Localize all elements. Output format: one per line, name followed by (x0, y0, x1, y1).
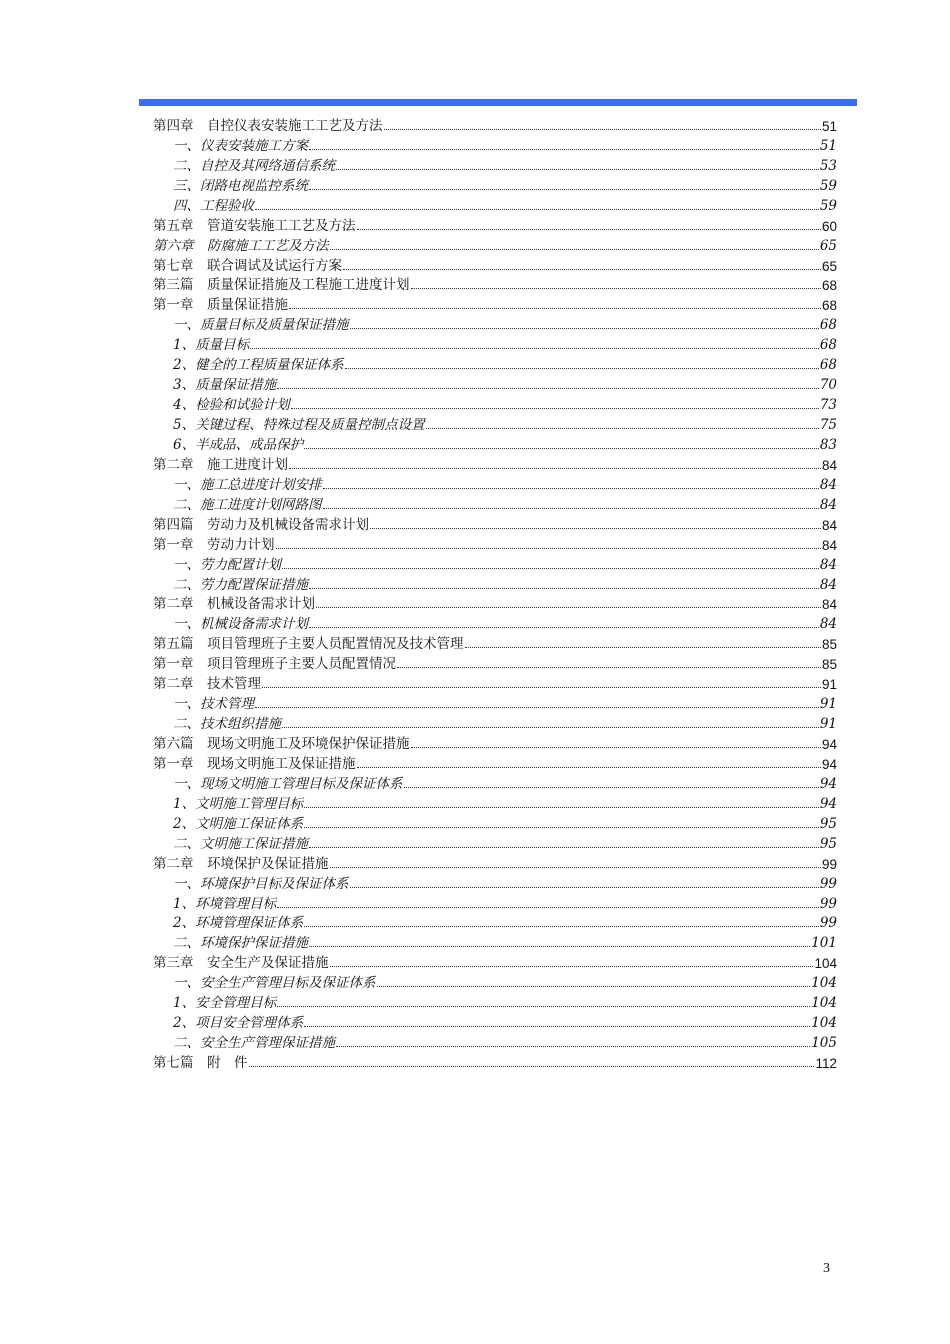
toc-entry[interactable] (153, 254, 837, 274)
toc-entry[interactable] (153, 194, 837, 214)
page-number: 3 (823, 1261, 830, 1276)
dot-leader (309, 149, 819, 150)
toc-entry-title: 二、文明施工保证措施 (173, 835, 308, 852)
dot-leader (370, 528, 821, 529)
toc-entry-page: 68 (819, 337, 837, 354)
toc-entry-title: 二、环境保护保证措施 (173, 935, 308, 952)
toc-entry-title: 一、安全生产管理目标及保证体系 (173, 975, 376, 992)
dot-leader (343, 269, 821, 270)
dot-leader (350, 328, 819, 329)
toc-entry-title: 二、劳力配置保证措施 (173, 576, 308, 593)
toc-entry[interactable] (153, 533, 837, 553)
dot-leader (377, 986, 811, 987)
toc-entry-title: 第四篇 劳动力及机械设备需求计划 (153, 516, 369, 532)
dot-leader (345, 368, 819, 369)
toc-entry-page: 84 (821, 517, 837, 533)
toc-entry-page: 75 (819, 417, 837, 433)
toc-entry-page: 99 (819, 875, 837, 892)
toc-entry-title: 3、质量保证措施 (173, 377, 277, 394)
toc-entry-title: 第四章 自控仪表安装施工工艺及方法 (153, 117, 383, 133)
dot-leader (309, 189, 819, 190)
dot-leader (250, 348, 819, 349)
toc-entry[interactable] (153, 1011, 837, 1031)
toc-entry-title: 4、检验和试验计划 (173, 397, 290, 414)
toc-entry[interactable] (153, 313, 837, 333)
dot-leader (309, 847, 819, 848)
toc-entry-page: 70 (819, 377, 837, 394)
toc-entry-title: 第二章 机械设备需求计划 (153, 596, 315, 612)
toc-entry-title: 四、工程验收 (173, 197, 254, 214)
dot-leader (262, 687, 821, 688)
toc-entry-title: 第五章 管道安装施工工艺及方法 (153, 217, 356, 233)
dot-leader (277, 907, 819, 908)
toc-entry-title: 一、仪表安装施工方案 (173, 137, 308, 154)
dot-leader (289, 308, 821, 309)
toc-entry[interactable] (153, 672, 837, 692)
toc-entry-page: 51 (819, 137, 837, 154)
toc-entry-page: 83 (819, 436, 837, 453)
toc-entry[interactable] (153, 174, 837, 194)
toc-entry-page: 101 (811, 935, 837, 952)
toc-entry-page: 99 (819, 895, 837, 912)
dot-leader (357, 767, 821, 768)
dot-leader (411, 288, 821, 289)
dot-leader (316, 607, 821, 608)
dot-leader (357, 229, 821, 230)
toc-entry-page: 65 (821, 258, 837, 274)
dot-leader (330, 966, 814, 967)
toc-entry-page: 84 (819, 576, 837, 593)
toc-entry[interactable] (153, 333, 837, 353)
toc-entry-page: 84 (819, 556, 837, 573)
toc-entry[interactable] (153, 413, 837, 433)
toc-entry-page: 104 (811, 975, 837, 992)
dot-leader (282, 568, 819, 569)
toc-entry[interactable] (153, 1031, 837, 1051)
toc-entry-title: 1、质量目标 (173, 337, 250, 354)
dot-leader (323, 508, 819, 509)
toc-entry-page: 84 (821, 537, 837, 553)
toc-entry-page: 95 (819, 815, 837, 832)
toc-entry-title: 第六章 防腐施工工艺及方法 (153, 237, 329, 254)
toc-entry-title: 2、健全的工程质量保证体系 (173, 357, 344, 374)
toc-entry[interactable] (153, 553, 837, 573)
toc-entry[interactable] (153, 912, 837, 932)
toc-entry-page: 94 (819, 795, 837, 812)
dot-leader (249, 1066, 815, 1067)
toc-entry[interactable] (153, 892, 837, 912)
dot-leader (289, 468, 821, 469)
toc-entry-title: 第三篇 质量保证措施及工程施工进度计划 (153, 277, 410, 293)
toc-entry-title: 2、项目安全管理体系 (173, 1015, 304, 1032)
toc-entry-page: 94 (819, 775, 837, 792)
toc-entry-page: 85 (821, 657, 837, 673)
toc-entry-page: 65 (819, 237, 837, 254)
toc-entry-page: 84 (821, 457, 837, 473)
dot-leader (304, 807, 819, 808)
toc-entry-title: 一、技术管理 (173, 696, 254, 713)
toc-entry[interactable] (153, 274, 837, 294)
toc-entry[interactable] (153, 652, 837, 672)
toc-entry-title: 6、半成品、成品保护 (173, 436, 304, 453)
dot-leader (336, 1046, 810, 1047)
toc-entry-title: 一、现场文明施工管理目标及保证体系 (173, 775, 403, 792)
toc-entry[interactable] (153, 214, 837, 234)
toc-entry-page: 84 (819, 476, 837, 493)
toc-entry-title: 一、劳力配置计划 (173, 556, 281, 573)
dot-leader (304, 827, 819, 828)
toc-entry[interactable] (153, 712, 837, 732)
toc-entry-page: 85 (821, 637, 837, 653)
toc-entry-title: 一、机械设备需求计划 (173, 616, 308, 633)
toc-entry[interactable] (153, 114, 837, 134)
toc-entry[interactable] (153, 772, 837, 792)
toc-entry-title: 二、施工进度计划网路图 (173, 496, 322, 513)
dot-leader (404, 787, 819, 788)
dot-leader (276, 548, 821, 549)
toc-entry[interactable] (153, 573, 837, 593)
dot-leader (277, 1006, 810, 1007)
dot-leader (350, 887, 819, 888)
toc-entry-title: 第一章 劳动力计划 (153, 536, 275, 552)
toc-entry[interactable] (153, 373, 837, 393)
dot-leader (255, 209, 819, 210)
toc-entry[interactable] (153, 732, 837, 752)
toc-entry-title: 2、环境管理保证体系 (173, 915, 304, 932)
toc-entry-page: 68 (821, 298, 837, 314)
toc-entry[interactable] (153, 752, 837, 772)
toc-entry-title: 二、安全生产管理保证措施 (173, 1035, 335, 1052)
toc-entry[interactable] (153, 234, 837, 254)
dot-leader (323, 488, 819, 489)
toc-entry-title: 第二章 施工进度计划 (153, 456, 288, 472)
dot-leader (384, 129, 821, 130)
toc-entry-title: 二、技术组织措施 (173, 716, 281, 733)
toc-entry[interactable] (153, 513, 837, 533)
toc-entry-title: 第七章 联合调试及试运行方案 (153, 257, 342, 273)
toc-entry-page: 91 (819, 696, 837, 713)
dot-leader (465, 647, 821, 648)
toc-entry-page: 53 (819, 157, 837, 174)
toc-entry-page: 68 (819, 357, 837, 374)
toc-entry[interactable] (153, 293, 837, 313)
toc-entry-title: 第二章 技术管理 (153, 676, 261, 692)
toc-entry-page: 60 (821, 218, 837, 234)
dot-leader (304, 926, 819, 927)
dot-leader (330, 867, 821, 868)
toc-entry-page: 73 (819, 397, 837, 414)
dot-leader (304, 448, 819, 449)
dot-leader (411, 747, 821, 748)
toc-entry-page: 51 (821, 118, 837, 134)
toc-entry-page: 91 (821, 677, 837, 693)
toc-entry-title: 第一章 质量保证措施 (153, 297, 288, 313)
toc-entry[interactable] (153, 852, 837, 872)
toc-entry-title: 第二章 环境保护及保证措施 (153, 855, 329, 871)
toc-entry-title: 第一章 项目管理班子主要人员配置情况 (153, 656, 396, 672)
dot-leader (291, 408, 819, 409)
toc-entry[interactable] (153, 612, 837, 632)
toc-entry-page: 104 (811, 995, 837, 1012)
toc-entry[interactable] (153, 951, 837, 971)
toc-entry[interactable] (153, 154, 837, 174)
dot-leader (397, 667, 821, 668)
dot-leader (255, 707, 819, 708)
toc-entry[interactable] (153, 134, 837, 154)
toc-entry-title: 三、闭路电视监控系统 (173, 177, 308, 194)
toc-entry[interactable] (153, 692, 837, 712)
toc-entry-title: 一、环境保护目标及保证体系 (173, 875, 349, 892)
toc-entry-title: 第一章 现场文明施工及保证措施 (153, 755, 356, 771)
toc-entry[interactable] (153, 453, 837, 473)
toc-entry-page: 99 (819, 915, 837, 932)
toc-entry[interactable] (153, 433, 837, 453)
toc-entry[interactable] (153, 931, 837, 951)
toc-entry[interactable] (153, 792, 837, 812)
dot-leader (330, 249, 819, 250)
toc-entry-page: 99 (821, 856, 837, 872)
dot-leader (282, 727, 819, 728)
toc-entry-title: 一、质量目标及质量保证措施 (173, 317, 349, 334)
toc-entry-page: 59 (819, 197, 837, 214)
toc-entry[interactable] (153, 473, 837, 493)
dot-leader (309, 627, 819, 628)
toc-entry-page: 104 (811, 1015, 837, 1032)
toc-entry-page: 91 (819, 716, 837, 733)
toc-entry-title: 1、文明施工管理目标 (173, 795, 304, 812)
toc-entry-page: 94 (821, 756, 837, 772)
toc-entry[interactable] (153, 353, 837, 373)
toc-entry-title: 第三章 安全生产及保证措施 (153, 955, 329, 971)
toc-entry-page: 68 (819, 317, 837, 334)
toc-entry-page: 105 (811, 1035, 837, 1052)
toc-entry[interactable] (153, 832, 837, 852)
toc-entry[interactable] (153, 971, 837, 991)
toc-entry-page: 84 (821, 597, 837, 613)
toc-entry-title: 一、施工总进度计划安排 (173, 476, 322, 493)
toc-entry-title: 二、自控及其网络通信系统 (173, 157, 335, 174)
toc-entry[interactable] (153, 812, 837, 832)
toc-entry[interactable] (153, 872, 837, 892)
toc-entry-page: 84 (819, 616, 837, 633)
toc-entry-title: 1、环境管理目标 (173, 895, 277, 912)
dot-leader (277, 388, 819, 389)
toc-entry-title: 5、关键过程、特殊过程及质量控制点设置 (173, 417, 425, 433)
toc-entry[interactable] (153, 991, 837, 1011)
toc-entry-page: 84 (819, 496, 837, 513)
table-of-contents (153, 114, 837, 1071)
dot-leader (426, 428, 819, 429)
dot-leader (309, 588, 819, 589)
toc-entry-page: 95 (819, 835, 837, 852)
toc-entry-page: 112 (815, 1056, 837, 1071)
dot-leader (336, 169, 819, 170)
toc-entry[interactable] (153, 393, 837, 413)
header-rule (139, 99, 857, 106)
toc-entry-page: 94 (821, 737, 837, 752)
toc-entry-page: 68 (821, 278, 837, 294)
toc-entry-page: 59 (819, 177, 837, 194)
toc-entry-title: 1、安全管理目标 (173, 995, 277, 1012)
toc-entry[interactable] (153, 593, 837, 613)
toc-entry-title: 第六篇 现场文明施工及环境保护保证措施 (153, 736, 410, 751)
toc-entry[interactable] (153, 1051, 837, 1071)
toc-entry-title: 2、文明施工保证体系 (173, 815, 304, 832)
dot-leader (309, 946, 810, 947)
toc-entry[interactable] (153, 493, 837, 513)
toc-entry-title: 第五篇 项目管理班子主要人员配置情况及技术管理 (153, 636, 464, 652)
dot-leader (304, 1026, 810, 1027)
toc-entry-page: 104 (814, 956, 837, 972)
toc-entry[interactable] (153, 632, 837, 652)
toc-entry-title: 第七篇 附 件 (153, 1055, 248, 1070)
